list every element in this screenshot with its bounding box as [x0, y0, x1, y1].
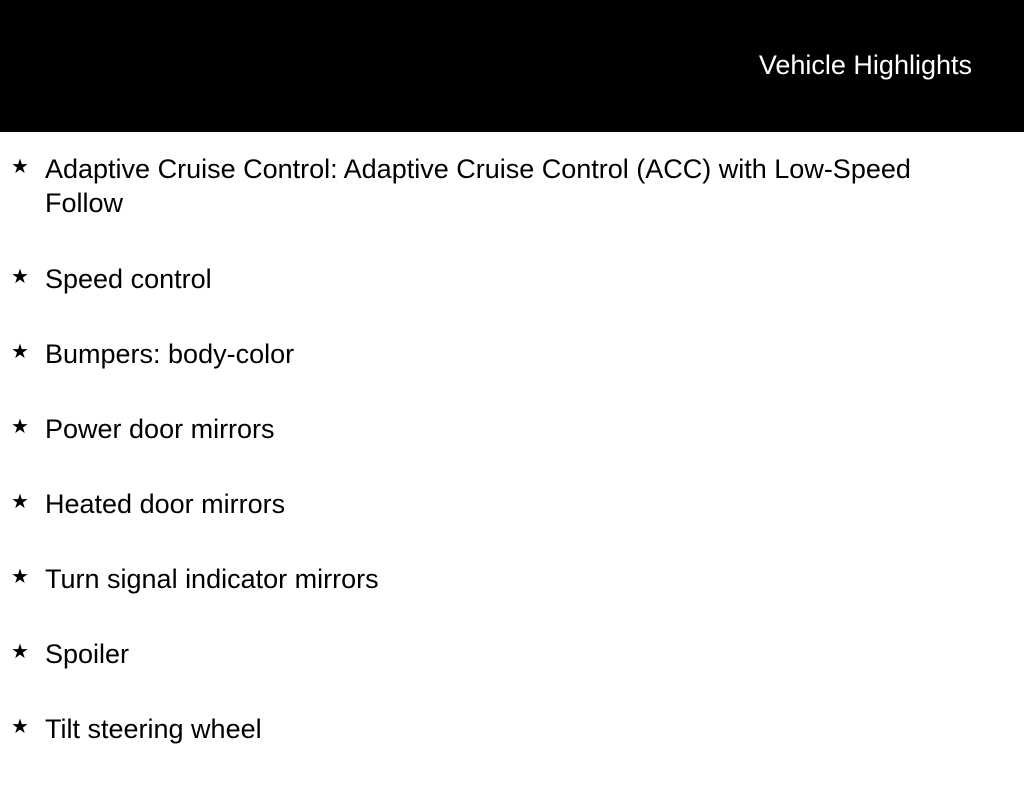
header-bar — [0, 0, 1024, 132]
highlights-list — [0, 152, 1024, 787]
star-icon: ★ — [11, 266, 29, 288]
list-item-text: Heated door mirrors — [45, 489, 286, 519]
page-title: Vehicle Highlights — [758, 50, 972, 80]
list-item — [0, 562, 1024, 596]
star-icon: ★ — [11, 566, 29, 588]
star-icon: ★ — [11, 416, 29, 438]
list-item — [0, 637, 1024, 671]
list-item-text: Tilt steering wheel — [45, 714, 262, 744]
star-icon: ★ — [11, 641, 29, 663]
list-item — [0, 487, 1024, 521]
list-item — [0, 337, 1024, 371]
list-item — [0, 152, 1024, 220]
list-item-text: Power door mirrors — [45, 414, 275, 444]
list-item-text: Bumpers: body-color — [45, 339, 295, 369]
list-item-text: Speed control — [45, 264, 212, 294]
star-icon: ★ — [11, 716, 29, 738]
list-item — [0, 712, 1024, 746]
list-item-text: Adaptive Cruise Control: Adaptive Cruise Control (ACC) with Low-Speed Follow — [45, 154, 911, 218]
list-item — [0, 412, 1024, 446]
star-icon: ★ — [11, 156, 29, 178]
list-item — [0, 262, 1024, 296]
list-item-text: Spoiler — [45, 639, 130, 669]
star-icon: ★ — [11, 491, 29, 513]
list-item-text: Turn signal indicator mirrors — [45, 564, 379, 594]
star-icon: ★ — [11, 341, 29, 363]
